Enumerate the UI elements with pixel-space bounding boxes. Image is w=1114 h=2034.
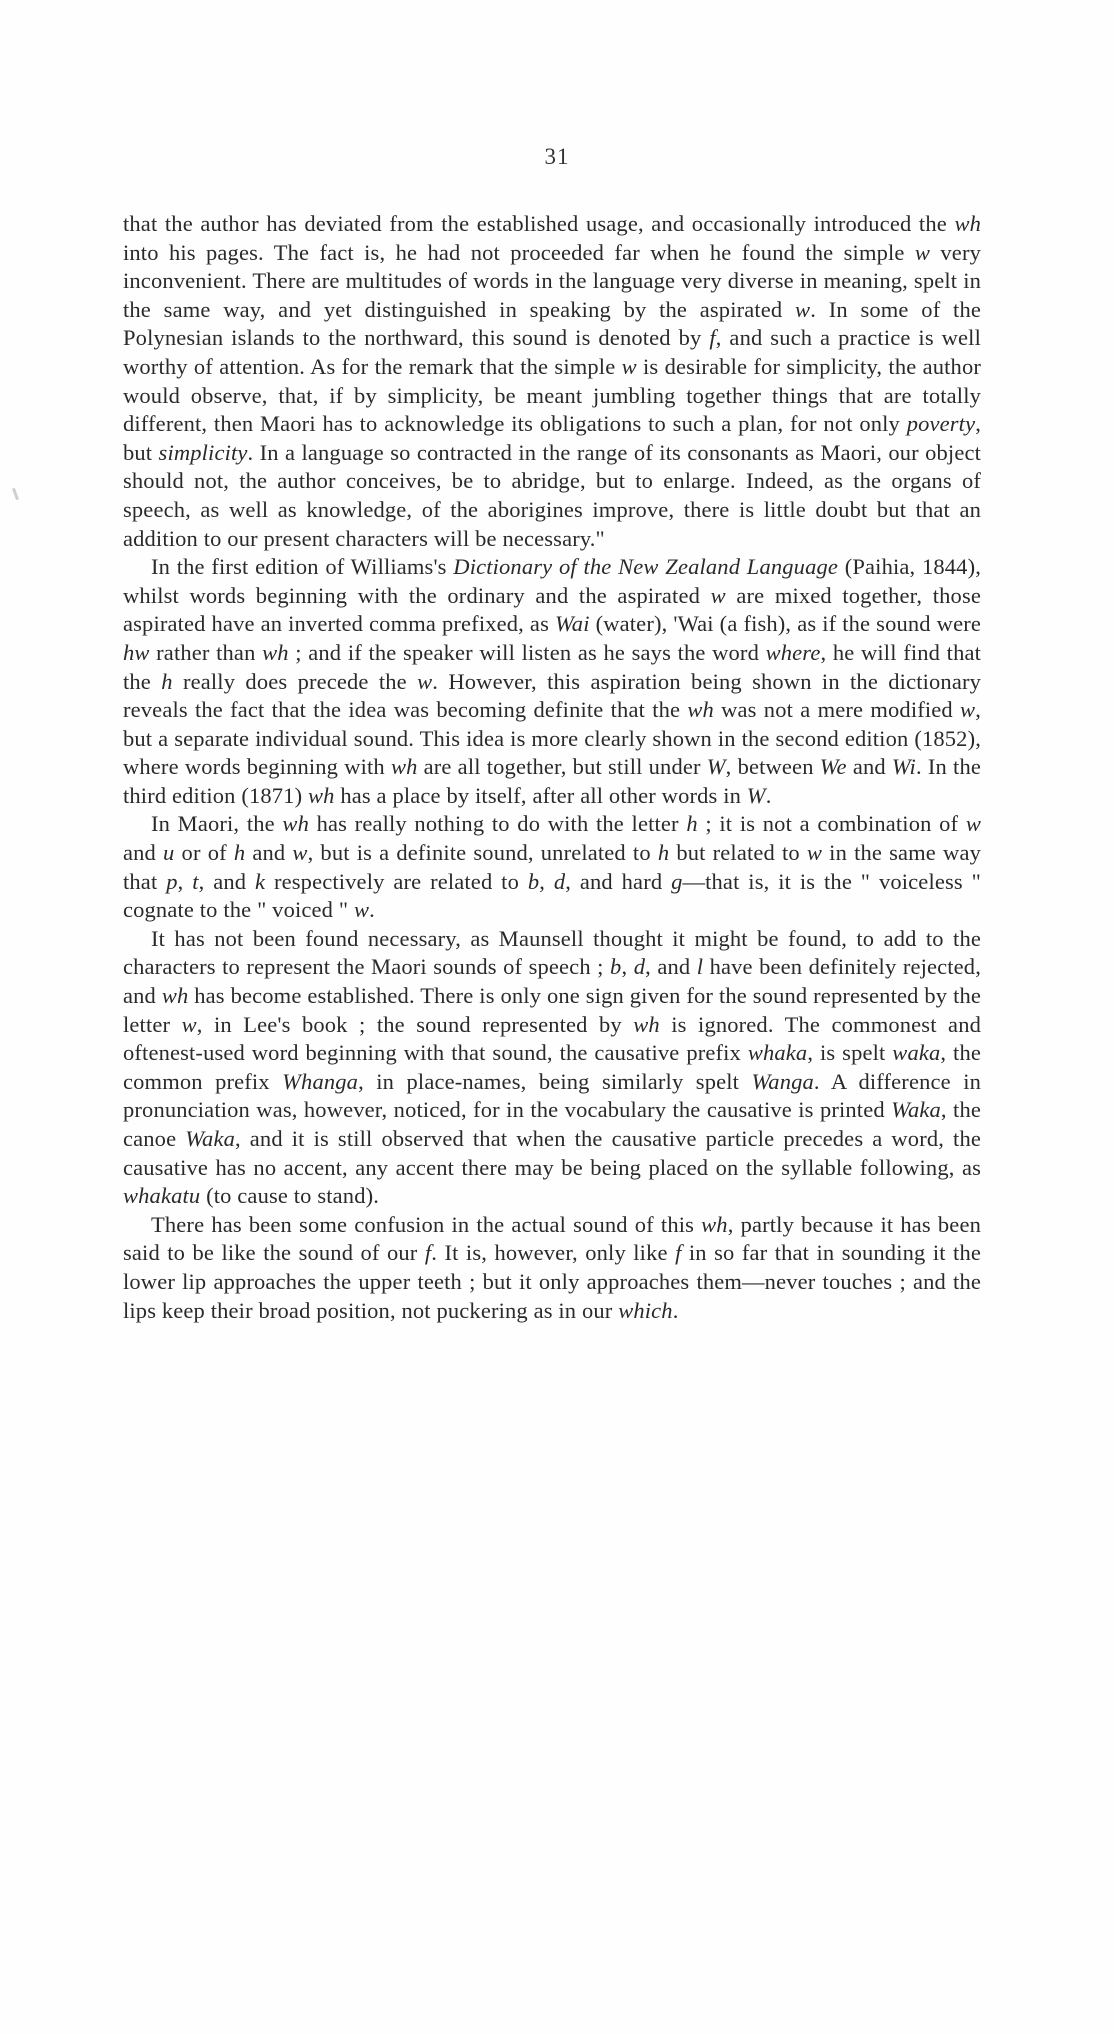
- italic-term: b: [610, 954, 622, 980]
- text-run: . In some of the Polynesian islands to the northward, this sound is denoted by: [123, 296, 981, 351]
- text-run: , in Lee's book ; the sound represented by: [196, 1011, 634, 1037]
- text-run: respectively are related to: [265, 868, 528, 894]
- italic-term: h: [161, 668, 173, 694]
- italic-term: wh: [954, 211, 981, 236]
- text-run: , but: [123, 411, 981, 465]
- italic-term: d: [633, 954, 646, 980]
- italic-term: whakatu: [123, 1183, 201, 1209]
- italic-term: w: [960, 697, 976, 723]
- italic-term: wh: [390, 754, 418, 780]
- italic-term: poverty: [906, 411, 976, 437]
- text-run: in the same way that: [123, 840, 981, 894]
- text-run: , between: [725, 754, 820, 780]
- italic-term: b: [527, 868, 540, 894]
- italic-term: w: [292, 840, 308, 866]
- text-run: and: [123, 840, 164, 866]
- italic-term: k: [255, 868, 266, 894]
- paragraph-maunsell: [123, 925, 981, 1211]
- text-run: rather than: [149, 639, 263, 665]
- italic-term: Wai: [554, 611, 590, 637]
- text-run: —that is, it is the " voiceless " cognate to the " voiced ": [123, 868, 981, 923]
- text-run: , he will find that the: [123, 639, 982, 694]
- text-run: has really nothing to do with the letter: [308, 811, 687, 837]
- text-run: , but a separate individual sound. This idea is more clearly shown in the second edition (1852), where words beginning with: [123, 697, 981, 780]
- text-run: have been definitely rejected, and: [123, 954, 981, 1009]
- italic-term: Wanga: [751, 1068, 814, 1094]
- text-run: In the first edition of Williams's: [151, 554, 454, 580]
- italic-term: t: [192, 868, 199, 894]
- text-run: is ignored. The commonest and oftenest-used word beginning with that sound, the causative prefix: [123, 1011, 981, 1066]
- italic-term: where: [765, 639, 821, 665]
- italic-term: w: [621, 353, 637, 379]
- text-run: . In a language so contracted in the range of its consonants as Maori, our object should not, the author conceives, be to abridge, but to enlarge. Indeed, as the organs of speech, as well as knowledge, of the aborigines improve, there is little doubt but that an addition to our present characters will be necessary.": [123, 439, 981, 551]
- text-run: has a place by itself, after all other words in: [334, 782, 747, 808]
- italic-term: f: [709, 325, 716, 351]
- text-run: , the common prefix: [123, 1040, 981, 1094]
- text-run: but related to: [669, 840, 807, 866]
- italic-term: We: [819, 754, 847, 780]
- italic-term: p: [166, 868, 178, 894]
- text-run: , is spelt: [807, 1040, 893, 1066]
- body-text: [123, 210, 981, 1325]
- text-run: into his pages. The fact is, he had not proceeded far when he found the simple: [123, 239, 915, 265]
- text-run: It has not been found necessary, as Maunsell thought it might be found, to add to the characters to represent the Maori sounds of speech ;: [123, 925, 981, 980]
- italic-term: w: [417, 668, 433, 694]
- text-run: was not a mere modified: [713, 697, 961, 723]
- italic-term: w: [914, 239, 931, 265]
- text-run: .: [369, 897, 375, 923]
- italic-term: which: [618, 1297, 673, 1323]
- text-run: ; it is not a combination of: [697, 811, 966, 837]
- text-run: are mixed together, those aspirated have an inverted comma prefixed, as: [123, 582, 981, 637]
- text-run: .: [765, 782, 772, 808]
- italic-term: wh: [701, 1211, 728, 1237]
- italic-term: l: [696, 954, 704, 980]
- text-run: . It is, however, only like: [431, 1240, 676, 1266]
- italic-term: hw: [123, 639, 150, 665]
- italic-term: g: [671, 868, 683, 894]
- italic-term: wh: [633, 1011, 660, 1037]
- text-run: , and: [198, 868, 256, 894]
- text-run: ,: [621, 954, 634, 980]
- text-run: and: [846, 754, 892, 780]
- italic-term: w: [181, 1011, 197, 1037]
- italic-term: d: [553, 868, 566, 894]
- italic-term: w: [795, 296, 811, 322]
- paragraph-continuation: [123, 210, 981, 553]
- text-run: . However, this aspiration being shown in the dictionary reveals the fact that the idea was becoming definite that the: [123, 668, 981, 723]
- italic-term: h: [233, 840, 246, 866]
- italic-term: whaka: [747, 1040, 808, 1066]
- italic-term: w: [806, 840, 823, 866]
- text-run: There has been some confusion in the actual sound of this: [151, 1211, 702, 1237]
- italic-term: W: [706, 754, 726, 780]
- text-run: that the author has deviated from the established usage, and occasionally introduced the: [123, 211, 955, 236]
- italic-term: Whanga: [282, 1068, 359, 1094]
- italic-term: Wi: [891, 754, 916, 780]
- text-run: (to cause to stand).: [200, 1183, 380, 1209]
- text-run: (Paihia, 1844), whilst words beginning with the ordinary and the aspirated: [123, 554, 982, 608]
- text-run: . A difference in pronunciation was, however, noticed, for in the vocabulary the causative is printed: [123, 1068, 982, 1123]
- text-run: are all together, but still under: [417, 754, 707, 780]
- italic-term: w: [965, 811, 981, 837]
- text-run: , the canoe: [123, 1097, 981, 1151]
- italic-term: w: [710, 582, 726, 608]
- text-run: , but is a definite sound, unrelated to: [307, 840, 658, 866]
- text-run: In Maori, the: [151, 811, 283, 837]
- paragraph-wh-sound: [123, 810, 981, 924]
- italic-term: wh: [161, 983, 189, 1009]
- text-run: ; and if the speaker will listen as he says the word: [288, 639, 766, 665]
- italic-term: wh: [282, 811, 309, 837]
- text-run: has become established. There is only one sign given for the sound represented by the letter: [123, 983, 982, 1037]
- margin-mark: [12, 488, 19, 500]
- text-run: , and such a practice is well worthy of attention. As for the remark that the simple: [123, 325, 981, 379]
- italic-term: f: [424, 1240, 432, 1266]
- text-run: , partly because it has been said to be like the sound of our: [123, 1211, 981, 1266]
- italic-term: W: [746, 782, 766, 808]
- text-run: or of: [174, 840, 234, 866]
- italic-term: wh: [308, 782, 335, 808]
- page-number: 31: [544, 144, 570, 169]
- italic-term: f: [675, 1240, 682, 1266]
- text-run: , and: [645, 954, 697, 980]
- text-run: . In the third edition (1871): [123, 754, 981, 808]
- text-run: .: [672, 1297, 679, 1323]
- italic-term: h: [686, 811, 698, 837]
- italic-term: Waka: [185, 1126, 235, 1151]
- italic-term: u: [163, 840, 175, 866]
- italic-term: wh: [687, 697, 714, 723]
- text-run: and: [245, 840, 293, 866]
- text-run: really does precede the: [172, 668, 418, 694]
- text-run: is desirable for simplicity, the author would observe, that, if by simplicity, be meant jumbling together things that are totally different, then Maori has to acknowledge its obligations to such a plan, for not only: [123, 353, 981, 437]
- italic-term: Waka: [891, 1097, 941, 1123]
- text-run: , and it is still observed that when the causative particle precedes a word, the causative has no accent, any accent there may be being placed on the syllable following, as: [123, 1126, 981, 1180]
- paragraph-williams-dictionary: [123, 553, 981, 810]
- text-run: ,: [177, 868, 193, 894]
- text-run: , in place-names, being similarly spelt: [358, 1068, 752, 1094]
- italic-term: waka: [892, 1040, 941, 1066]
- text-run: ,: [539, 868, 554, 894]
- italic-term: Dictionary of the New Zealand Language: [453, 554, 839, 580]
- italic-term: h: [657, 840, 670, 866]
- text-run: , and hard: [565, 868, 672, 894]
- paragraph-confusion: [123, 1211, 981, 1325]
- text-run: in so far that in sounding it the lower lip approaches the upper teeth ; but it only approaches them—never touches ; and the lips keep their broad position, not puckering as in our: [123, 1240, 981, 1323]
- italic-term: simplicity: [158, 439, 248, 465]
- italic-term: wh: [262, 639, 289, 665]
- text-run: very inconvenient. There are multitudes of words in the language very diverse in meaning, spelt in the same way, and yet distinguished in speaking by the aspirated: [123, 239, 981, 322]
- text-run: (water), 'Wai (a fish), as if the sound were: [589, 611, 981, 637]
- italic-term: w: [353, 897, 370, 923]
